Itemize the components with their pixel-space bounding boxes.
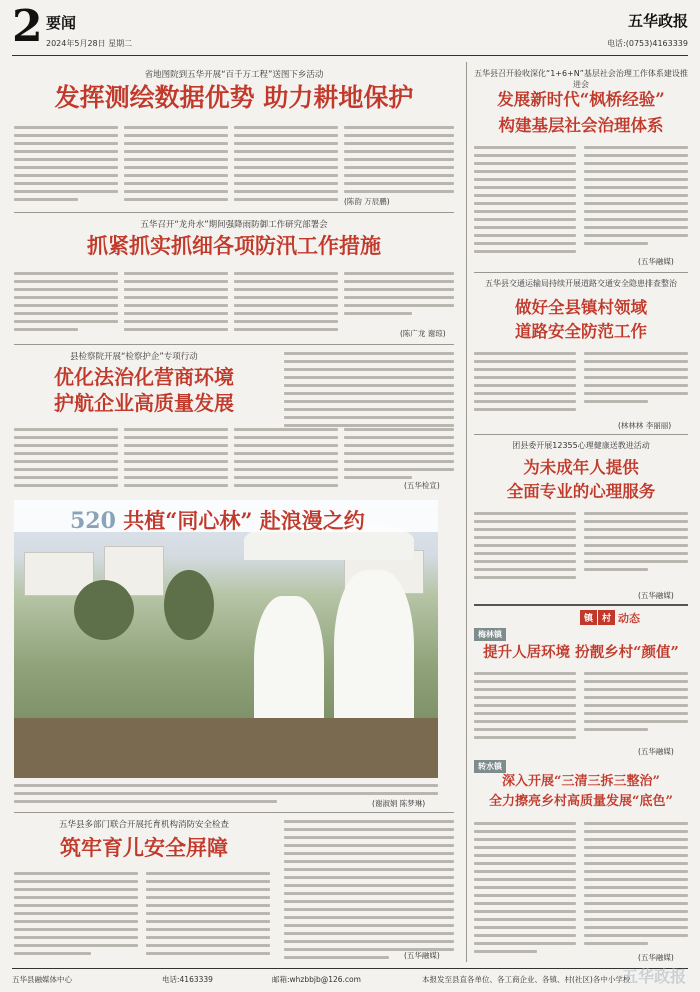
masthead <box>12 1 688 56</box>
fengqiao-title-line1: 发展新时代“枫桥经验” <box>497 90 665 109</box>
lead-body-col3 <box>234 126 338 206</box>
divider <box>474 272 688 273</box>
flood-body-col2 <box>124 272 228 336</box>
traffic-body-col1 <box>474 352 576 416</box>
childcare-kicker: 五华县多部门联合开展托育机构消防安全检查 <box>58 820 229 830</box>
procuratorate-body-col1 <box>14 428 118 492</box>
youth-title-line1: 为未成年人提供 <box>523 458 639 477</box>
banner-number: 520 <box>70 508 116 534</box>
procuratorate-kicker: 县检察院开展“检察护企”专项行动 <box>70 352 198 362</box>
banner-text: 共植“同心林” 赴浪漫之约 <box>123 508 365 533</box>
dynamics-item2-title-line2: 全力擦亮乡村高质量发展“底色” <box>489 794 673 809</box>
traffic-byline: (林林林 李丽丽) <box>618 421 672 430</box>
traffic-kicker: 五华县交通运输局持续开展道路交通安全隐患排查整治 <box>485 279 677 288</box>
dynamics-item1-body-col2 <box>584 672 688 736</box>
lead-body-col1 <box>14 126 118 206</box>
youth-title-line2: 全面专业的心理服务 <box>506 482 656 501</box>
procuratorate-body-col2 <box>124 428 228 492</box>
dynamics-item1-title: 提升人居环境 扮靓乡村“颜值” <box>483 644 679 661</box>
lead-title: 发挥测绘数据优势 助力耕地保护 <box>54 83 414 112</box>
fengqiao-byline: (五华融媒) <box>638 257 674 266</box>
divider <box>474 434 688 435</box>
procuratorate-body-col3 <box>234 428 338 492</box>
flood-body-col1 <box>14 272 118 336</box>
photo-caption-byline: (谢淑娟 陈梦琳) <box>372 799 426 808</box>
dynamics-label-a: 镇 <box>580 610 597 625</box>
fengqiao-body-col2 <box>584 146 688 250</box>
divider <box>14 812 454 813</box>
footer-email: 邮箱:whzbbjb@126.com <box>272 975 361 984</box>
procuratorate-title-line1: 优化法治化营商环境 <box>54 365 234 389</box>
childcare-body-col3 <box>284 820 454 964</box>
procuratorate-body-right <box>284 352 454 432</box>
flood-title: 抓紧抓实抓细各项防汛工作措施 <box>87 233 381 258</box>
divider <box>14 212 454 213</box>
lead-kicker: 省地图院到五华开展“百千万工程”送图下乡活动 <box>144 70 324 80</box>
childcare-byline: (五华融媒) <box>404 951 440 960</box>
page-number: 2 <box>12 1 43 52</box>
dynamics-item1-town: 梅林镇 <box>474 628 506 641</box>
traffic-title-line2: 道路安全防范工作 <box>515 322 647 341</box>
fengqiao-body-col1 <box>474 146 576 258</box>
childcare-body-col1 <box>14 872 138 960</box>
watermark-logo: 五华政报 <box>621 967 686 986</box>
footer-phone: 电话:4163339 <box>162 975 213 984</box>
youth-body-col1 <box>474 512 576 584</box>
dynamics-item2-byline: (五华融媒) <box>638 953 674 962</box>
issue-date: 2024年5月28日 星期二 <box>46 39 133 48</box>
paper-name: 五华政报 <box>627 12 688 30</box>
tree-planting-photo <box>14 500 438 778</box>
childcare-body-col2 <box>146 872 270 960</box>
flood-body-col4 <box>344 272 454 320</box>
flood-byline: (陈广龙 谢琼) <box>400 329 446 338</box>
procuratorate-body-col4 <box>344 428 454 484</box>
traffic-title-line1: 做好全县镇村领域 <box>515 298 647 317</box>
flood-kicker: 五华召开“龙舟水”期间强降雨防御工作研究部署会 <box>140 220 328 230</box>
youth-kicker: 团县委开展12355心理健康送教进活动 <box>512 441 650 450</box>
lead-byline: (陈韵 万辰鹏) <box>344 197 390 206</box>
dynamics-item2-body-col1 <box>474 822 576 958</box>
footer-center: 五华县融媒体中心 <box>12 975 72 984</box>
dynamics-item2-body-col2 <box>584 822 688 950</box>
traffic-body-col2 <box>584 352 688 408</box>
column-divider <box>466 62 467 962</box>
footer-notice: 本报发至县直各单位、各工商企业、各镇、村(社区)各中小学校 <box>422 975 631 984</box>
youth-byline: (五华融媒) <box>638 591 674 600</box>
divider <box>474 604 688 606</box>
procuratorate-title-line2: 护航企业高质量发展 <box>54 391 234 415</box>
dynamics-item2-title-line1: 深入开展“三清三拆三整治” <box>502 774 660 789</box>
editor-phone: 电话:(0753)4163339 <box>607 39 688 48</box>
youth-body-col2 <box>584 512 688 576</box>
fengqiao-kicker: 五华县召开验收深化“1+6+N”基层社会治理工作体系建设推进会 <box>474 69 688 89</box>
photo-banner-title <box>70 505 365 535</box>
dynamics-label-c: 动态 <box>618 612 640 625</box>
dynamics-item2-town: 转水镇 <box>474 760 506 773</box>
dynamics-label-b: 村 <box>598 610 615 625</box>
lead-body-col4 <box>344 126 454 198</box>
section-name: 要闻 <box>46 14 77 32</box>
childcare-title: 筑牢育儿安全屏障 <box>60 835 228 860</box>
dynamics-item1-byline: (五华融媒) <box>638 747 674 756</box>
footer <box>12 968 688 988</box>
procuratorate-byline: (五华检宣) <box>404 481 440 490</box>
fengqiao-title-line2: 构建基层社会治理体系 <box>498 116 664 135</box>
divider <box>14 344 454 345</box>
dynamics-item1-body-col1 <box>474 672 576 744</box>
lead-body-col2 <box>124 126 228 206</box>
flood-body-col3 <box>234 272 338 336</box>
